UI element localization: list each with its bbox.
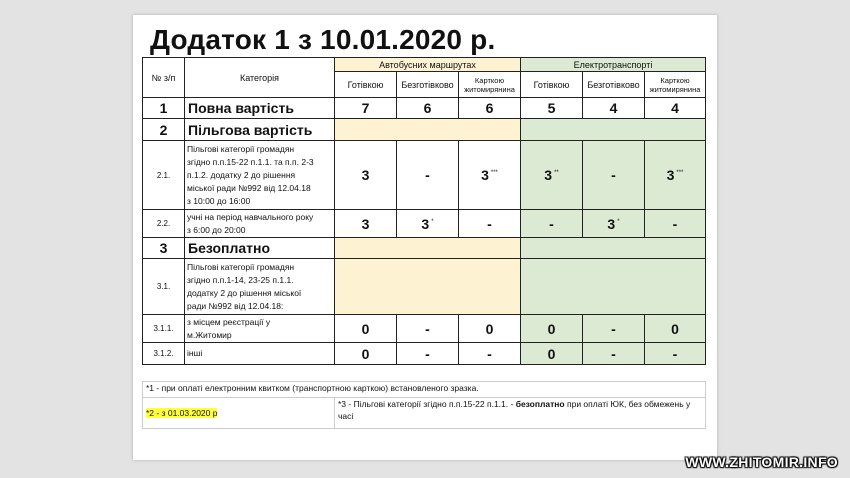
value-cell: 0 <box>335 315 397 343</box>
footnote-3-text-b: безоплатно <box>515 399 565 409</box>
text-line: міської ради №992 від 12.04.18 <box>187 182 311 193</box>
footnote-2-cell <box>143 398 335 429</box>
row-discount <box>143 119 706 141</box>
row-num: 2 <box>143 119 185 141</box>
footnote-mark: * <box>617 218 620 225</box>
footnote-row-2 <box>143 398 706 429</box>
value: 3 <box>481 167 489 183</box>
site-watermark: WWW.ZHITOMIR.INFO <box>685 454 838 470</box>
value: 3 <box>607 215 616 232</box>
header-bus-cash: Готівкою <box>335 72 397 98</box>
text-line: Пільгові категорії громадян <box>187 143 295 154</box>
text-line: додатку 2 до рішення міської <box>187 287 302 298</box>
header-bus-card-line2: житомирянина <box>464 84 515 94</box>
header-el-group: Електротранспорті <box>521 58 706 72</box>
value: 3 <box>421 215 430 232</box>
row-num: 2.2. <box>143 210 185 238</box>
row-label: Повна вартість <box>185 98 335 119</box>
row-3-1 <box>143 259 706 315</box>
row-category-text <box>185 315 335 343</box>
value-cell <box>521 210 583 238</box>
value-cell: 5 <box>521 98 583 119</box>
row-category-text <box>185 259 335 315</box>
row-num: 1 <box>143 98 185 119</box>
row-2-2 <box>143 210 706 238</box>
footnote-mark: *** <box>676 170 684 176</box>
row-category-text: інші <box>185 343 335 365</box>
value-cell: - <box>397 315 459 343</box>
row-category-text <box>185 210 335 238</box>
value-cell <box>645 210 706 238</box>
value: - <box>487 215 492 232</box>
value: - <box>611 167 616 183</box>
row-category-text <box>185 141 335 210</box>
value: - <box>549 215 554 232</box>
text-line: згідно п.п.1-14, 23-25 п.1.1. <box>187 274 294 285</box>
value-cell <box>583 210 645 238</box>
row-num: 3.1. <box>143 259 185 315</box>
value-cell <box>397 141 459 210</box>
value: - <box>672 215 678 232</box>
header-el-card <box>645 72 706 98</box>
text-line: м.Житомир <box>187 329 232 340</box>
value-cell: - <box>583 315 645 343</box>
text-line: з місцем реєстрації у <box>187 316 271 327</box>
value: 3 <box>361 167 370 183</box>
value-cell: 7 <box>335 98 397 119</box>
value-cell <box>521 141 583 210</box>
value-cell: 6 <box>459 98 521 119</box>
row-num: 3 <box>143 238 185 259</box>
header-el-noncash: Безготівково <box>583 72 645 98</box>
text-line: ради №992 від 12.04.18: <box>187 300 284 311</box>
text-line: Пільгові категорії громадян <box>187 261 295 272</box>
value-cell: 4 <box>583 98 645 119</box>
footnote-2: *2 - з 01.03.2020 р <box>146 408 218 418</box>
row-3-1-1 <box>143 315 706 343</box>
row-3-1-2 <box>143 343 706 365</box>
header-el-cash: Готівкою <box>521 72 583 98</box>
bus-fill <box>335 259 521 315</box>
value: 3 <box>544 167 553 183</box>
page-title: Додаток 1 з 10.01.2020 р. <box>150 24 496 55</box>
value-cell: 0 <box>459 315 521 343</box>
value-cell <box>335 141 397 210</box>
value: 3 <box>361 215 370 232</box>
row-label: Пільгова вартість <box>185 119 335 141</box>
value-cell: 0 <box>335 343 397 365</box>
value-cell <box>459 210 521 238</box>
slide <box>133 15 717 460</box>
header-row-top <box>143 58 706 72</box>
value-cell <box>335 210 397 238</box>
value-cell: - <box>459 343 521 365</box>
header-category: Категорія <box>185 58 335 98</box>
text-line: учні на період навчального року <box>187 211 314 222</box>
text-line: згідно п.п.15-22 п.1.1. та п.п. 2-3 <box>187 156 314 167</box>
value-cell: - <box>645 343 706 365</box>
header-el-card-line2: житомирянина <box>649 84 701 94</box>
header-bus-noncash: Безготівково <box>397 72 459 98</box>
value-cell: - <box>583 343 645 365</box>
header-bus-card <box>459 72 521 98</box>
footnote-row-1 <box>143 382 706 398</box>
row-num: 3.1.1. <box>143 315 185 343</box>
row-num: 2.1. <box>143 141 185 210</box>
text-line: п.1.2. додатку 2 до рішення <box>187 169 296 180</box>
value-cell: 0 <box>521 343 583 365</box>
header-num: № з/п <box>143 58 185 98</box>
value-cell <box>459 141 521 210</box>
fare-table <box>142 57 706 365</box>
value-cell: 4 <box>645 98 706 119</box>
row-full-price <box>143 98 706 119</box>
header-bus-group: Автобусних маршрутах <box>335 58 521 72</box>
el-fill <box>521 238 706 259</box>
value-cell <box>645 141 706 210</box>
footnote-mark: ** <box>554 170 559 176</box>
el-fill <box>521 259 706 315</box>
text-line: з 10:00 до 16:00 <box>187 195 251 206</box>
value-cell <box>397 210 459 238</box>
text-line: з 6:00 до 20:00 <box>187 224 246 235</box>
footnote-mark: *** <box>490 170 498 176</box>
footnote-3-text-c: при оплаті ЮК, без обмежень у часі <box>338 399 691 421</box>
header-el-card-line1: Карткою <box>660 75 690 85</box>
value-cell: 0 <box>521 315 583 343</box>
row-2-1 <box>143 141 706 210</box>
value-cell: 0 <box>645 315 706 343</box>
footnote-3 <box>335 398 706 429</box>
bus-fill <box>335 119 521 141</box>
value-cell <box>583 141 645 210</box>
footnote-1: *1 - при оплаті електронним квитком (транспортною карткою) встановленого зразка. <box>143 382 706 398</box>
el-fill <box>521 119 706 141</box>
footnotes <box>142 381 706 429</box>
value-cell: 6 <box>397 98 459 119</box>
bus-fill <box>335 238 521 259</box>
row-free <box>143 238 706 259</box>
header-bus-card-line1: Карткою <box>474 75 505 85</box>
row-num: 3.1.2. <box>143 343 185 365</box>
footnote-mark: * <box>431 218 434 225</box>
value: - <box>425 167 430 183</box>
footnote-3-text-a: *3 - Пільгові категорії згідно п.п.15-22 п.1.1. - <box>338 399 516 409</box>
value-cell: - <box>397 343 459 365</box>
value: 3 <box>666 167 675 183</box>
row-label: Безоплатно <box>185 238 335 259</box>
